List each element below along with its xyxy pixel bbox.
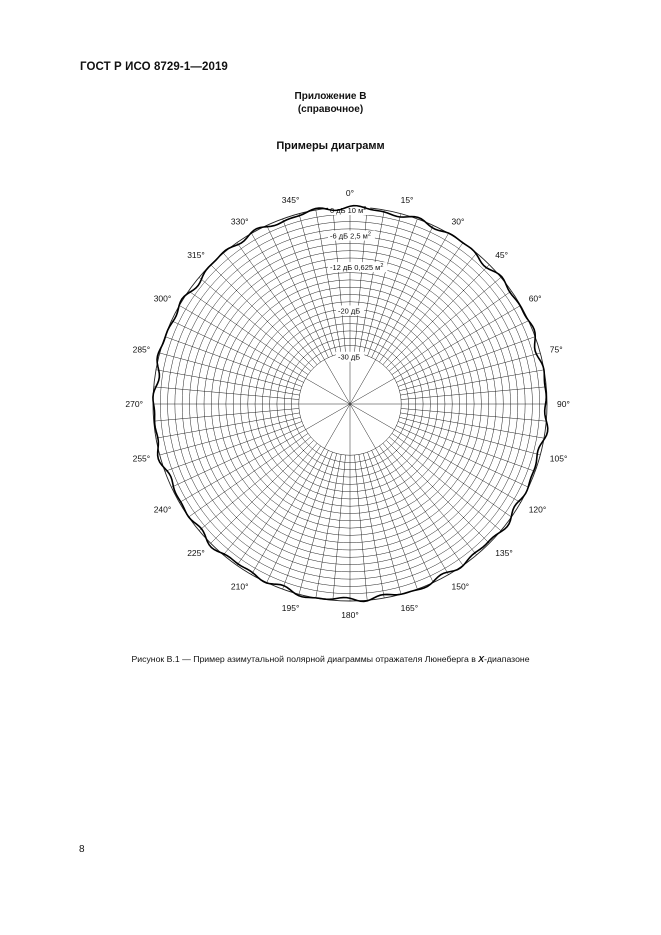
grid-spoke (368, 219, 418, 356)
grid-spoke (165, 337, 302, 387)
angle-label: 15° (400, 195, 414, 206)
radial-label-sup: 2 (380, 263, 384, 270)
angle-label: 285° (132, 344, 151, 355)
grid-spoke (333, 208, 346, 353)
angle-label: 60° (528, 293, 542, 304)
angle-label: 105° (549, 453, 568, 464)
grid-spoke (165, 422, 302, 472)
caption-suffix: -диапазоне (484, 654, 530, 664)
angle-label: 300° (153, 293, 172, 304)
grid-spoke (316, 454, 341, 598)
angle-label: 75° (549, 344, 563, 355)
grid-spoke (400, 413, 544, 438)
angle-label: 210° (230, 581, 249, 592)
angle-label: 0° (345, 188, 355, 198)
grid-spoke (398, 337, 535, 387)
grid-spoke (154, 387, 299, 400)
grid-spoke (333, 455, 346, 600)
grid-spoke (399, 417, 540, 455)
radial-label: 0 дБ 10 $м^2$ (330, 206, 367, 215)
grid-spoke (283, 452, 333, 589)
grid-spoke (354, 208, 367, 353)
grid-spoke (398, 422, 535, 472)
grid-spoke (156, 413, 300, 438)
figure-caption (0, 654, 661, 664)
angle-label: 180° (341, 610, 359, 620)
grid-spoke (386, 440, 489, 543)
annex-title: Приложение В (294, 91, 367, 102)
caption-prefix: Рисунок В.1 — Пример азимутальной полярной диаграммы отражателя Люнеберга в (131, 654, 479, 664)
grid-spoke (386, 265, 489, 368)
grid-spoke (160, 417, 301, 455)
grid-spoke (368, 452, 418, 589)
page-number: 8 (79, 844, 85, 855)
annex-subtitle: (справочное) (297, 104, 364, 115)
grid-spoke (363, 453, 401, 594)
angle-label: 90° (557, 399, 570, 409)
angle-label: 315° (187, 249, 205, 260)
angle-label: 120° (528, 504, 547, 515)
radial-label: -12 дБ 0,625 $м^2$ (330, 263, 384, 273)
grid-spoke (359, 454, 384, 598)
grid-spoke (211, 265, 314, 368)
angle-label: 150° (451, 581, 470, 592)
grid-spoke (401, 387, 546, 400)
grid-spoke (400, 370, 544, 395)
angle-label: 345° (281, 195, 300, 206)
grid-spoke (154, 408, 299, 421)
angle-label: 270° (125, 399, 143, 409)
angle-label: 225° (187, 548, 205, 559)
grid-spoke (401, 408, 546, 421)
angle-label: 165° (400, 602, 419, 613)
angle-label: 330° (230, 216, 249, 227)
grid-spoke (354, 455, 367, 600)
radial-label: -6 дБ 2,5 $м^2$ (330, 231, 371, 241)
grid-spoke (156, 370, 300, 395)
angle-label: 30° (451, 216, 465, 227)
radial-label: -20 дБ (338, 306, 361, 316)
section-title: Примеры диаграмм (276, 140, 385, 152)
grid-spoke (399, 353, 540, 391)
radial-label-sup: 2 (367, 231, 371, 238)
radial-label: -30 дБ (338, 352, 361, 362)
angle-label: 195° (281, 602, 300, 613)
grid-spoke (160, 353, 301, 391)
radial-label-sup: 2 (363, 206, 367, 212)
angle-label: 240° (153, 504, 172, 515)
grid-spoke (299, 453, 337, 594)
caption-band: X (478, 654, 485, 664)
angle-label: 45° (495, 249, 509, 260)
angle-label: 255° (132, 453, 151, 464)
grid-spoke (283, 219, 333, 356)
grid-spoke (211, 440, 314, 543)
angle-label: 135° (495, 548, 513, 559)
document-header: ГОСТ Р ИСО 8729-1—2019 (80, 61, 228, 73)
